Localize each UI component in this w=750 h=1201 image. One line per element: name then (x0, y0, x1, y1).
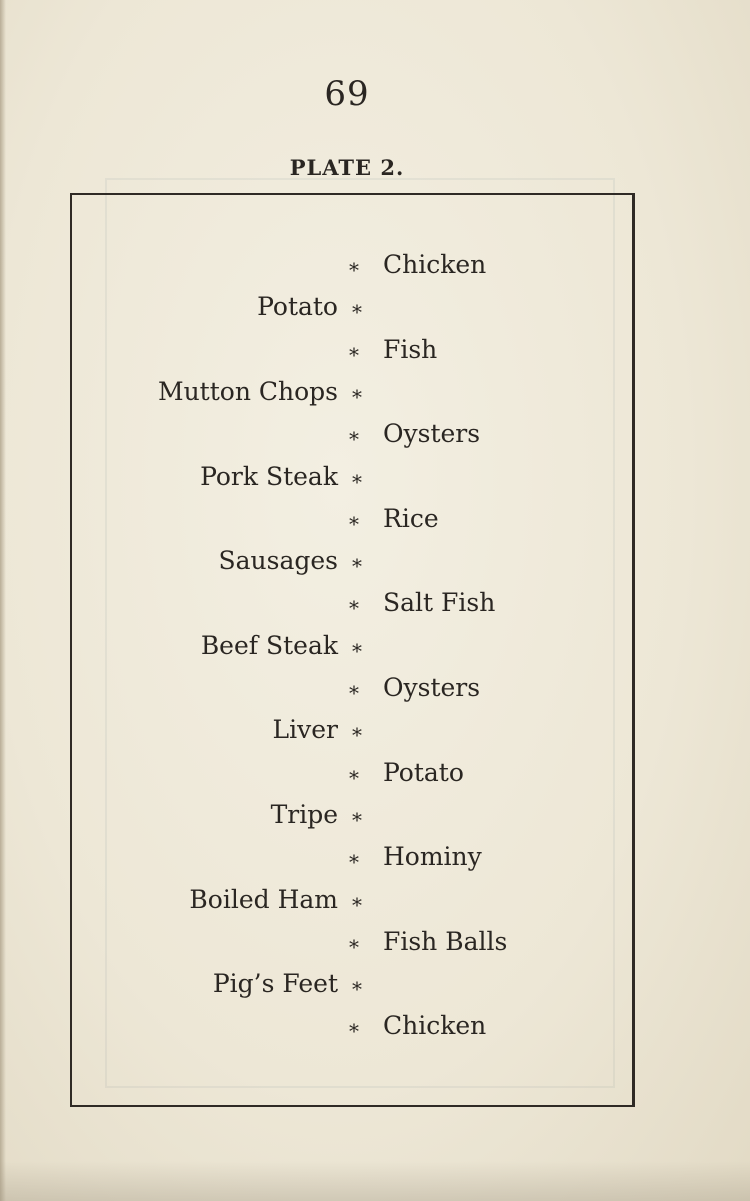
menu-item-label: Fish (383, 334, 438, 364)
menu-item-label: Pig’s Feet (212, 969, 338, 999)
asterisk-icon: * (349, 765, 359, 790)
asterisk-icon: * (352, 384, 362, 409)
menu-item-label: Chicken (383, 1011, 487, 1041)
menu-item-left (0, 377, 750, 417)
menu-item-label: Liver (272, 715, 338, 745)
menu-item-left (0, 631, 750, 671)
menu-item-right (0, 758, 750, 798)
asterisk-icon: * (349, 850, 359, 875)
asterisk-icon: * (352, 554, 362, 579)
asterisk-icon: * (349, 681, 359, 705)
menu-item-left (0, 292, 750, 332)
plate-title: PLATE 2. (289, 155, 405, 180)
menu-item-right (0, 673, 750, 713)
menu-item-right (0, 842, 750, 882)
asterisk-icon: * (349, 427, 359, 452)
menu-item-right (0, 335, 750, 375)
menu-item-right (0, 504, 750, 544)
menu-item-label: Fish Balls (383, 926, 508, 956)
menu-item-left (0, 546, 750, 586)
menu-item-right (0, 250, 750, 290)
asterisk-icon: * (349, 511, 359, 536)
page-number: 69 (324, 74, 370, 114)
asterisk-icon: * (352, 892, 362, 917)
menu-item-label: Oysters (383, 673, 481, 702)
menu-item-label: Oysters (383, 419, 481, 449)
menu-item-label: Chicken (383, 250, 487, 279)
menu-item-label: Boiled Ham (189, 884, 338, 914)
menu-item-right (0, 1011, 750, 1051)
asterisk-icon: * (349, 258, 359, 282)
asterisk-icon: * (349, 934, 359, 959)
menu-item-label: Pork Steak (200, 461, 338, 491)
menu-item-label: Hominy (383, 842, 482, 872)
asterisk-icon: * (349, 342, 359, 367)
menu-item-right (0, 419, 750, 459)
menu-item-right (0, 588, 750, 628)
menu-item-left (0, 885, 750, 925)
asterisk-icon: * (349, 596, 359, 621)
menu-item-left (0, 715, 750, 755)
asterisk-icon: * (352, 723, 362, 748)
menu-item-label: Rice (383, 503, 439, 533)
asterisk-icon: * (352, 807, 362, 832)
asterisk-icon: * (352, 638, 362, 663)
menu-item-right (0, 927, 750, 967)
asterisk-icon: * (349, 1019, 359, 1044)
menu-item-label: Salt Fish (383, 588, 496, 618)
menu-item-label: Mutton Chops (157, 376, 338, 406)
menu-item-label: Potato (257, 292, 338, 322)
menu-item-left (0, 800, 750, 840)
asterisk-icon: * (352, 469, 362, 494)
menu-item-left (0, 969, 750, 1009)
menu-item-left (0, 462, 750, 502)
menu-item-label: Beef Steak (200, 630, 338, 660)
menu-item-label: Tripe (270, 799, 338, 829)
asterisk-icon: * (352, 300, 362, 325)
menu-item-label: Potato (383, 757, 464, 787)
asterisk-icon: * (352, 977, 362, 1002)
menu-item-label: Sausages (218, 546, 338, 576)
